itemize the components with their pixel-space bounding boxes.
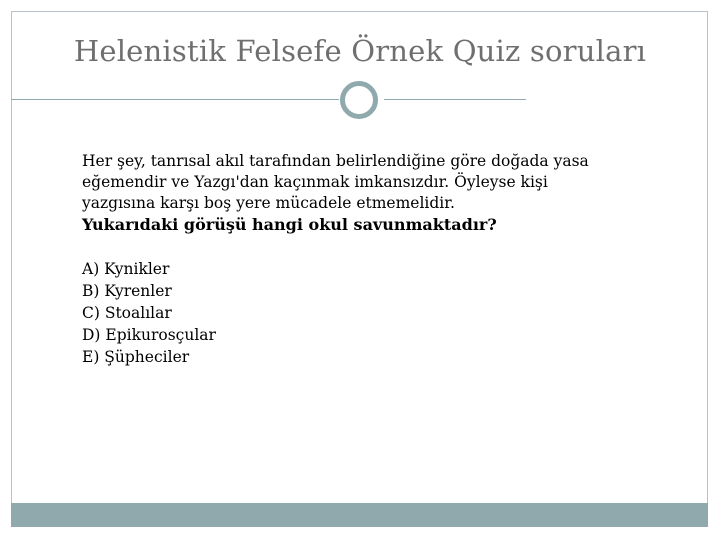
question-line: yazgısına karşı boş yere mücadele etmemelidir. (82, 194, 455, 212)
footer-bar (11, 503, 708, 527)
title-divider-right (384, 99, 526, 100)
option-b: B) Kyrenler (82, 282, 172, 300)
question-prompt: Yukarıdaki görüşü hangi okul savunmaktadır? (82, 215, 497, 234)
slide-title: Helenistik Felsefe Örnek Quiz soruları (73, 34, 647, 68)
option-e: E) Şüpheciler (82, 348, 190, 366)
option-d: D) Epikurosçular (82, 326, 216, 344)
question-text (82, 151, 642, 235)
option-c: C) Stoalılar (82, 304, 172, 322)
option-a: A) Kynikler (82, 260, 170, 278)
title-divider-left (11, 99, 339, 100)
question-line: Her şey, tanrısal akıl tarafından belirlendiğine göre doğada yasa (82, 152, 589, 170)
question-line: eğemendir ve Yazgı'dan kaçınmak imkansızdır. Öyleyse kişi (82, 173, 548, 191)
answer-options (82, 258, 216, 368)
ring-ornament-icon (340, 81, 378, 119)
